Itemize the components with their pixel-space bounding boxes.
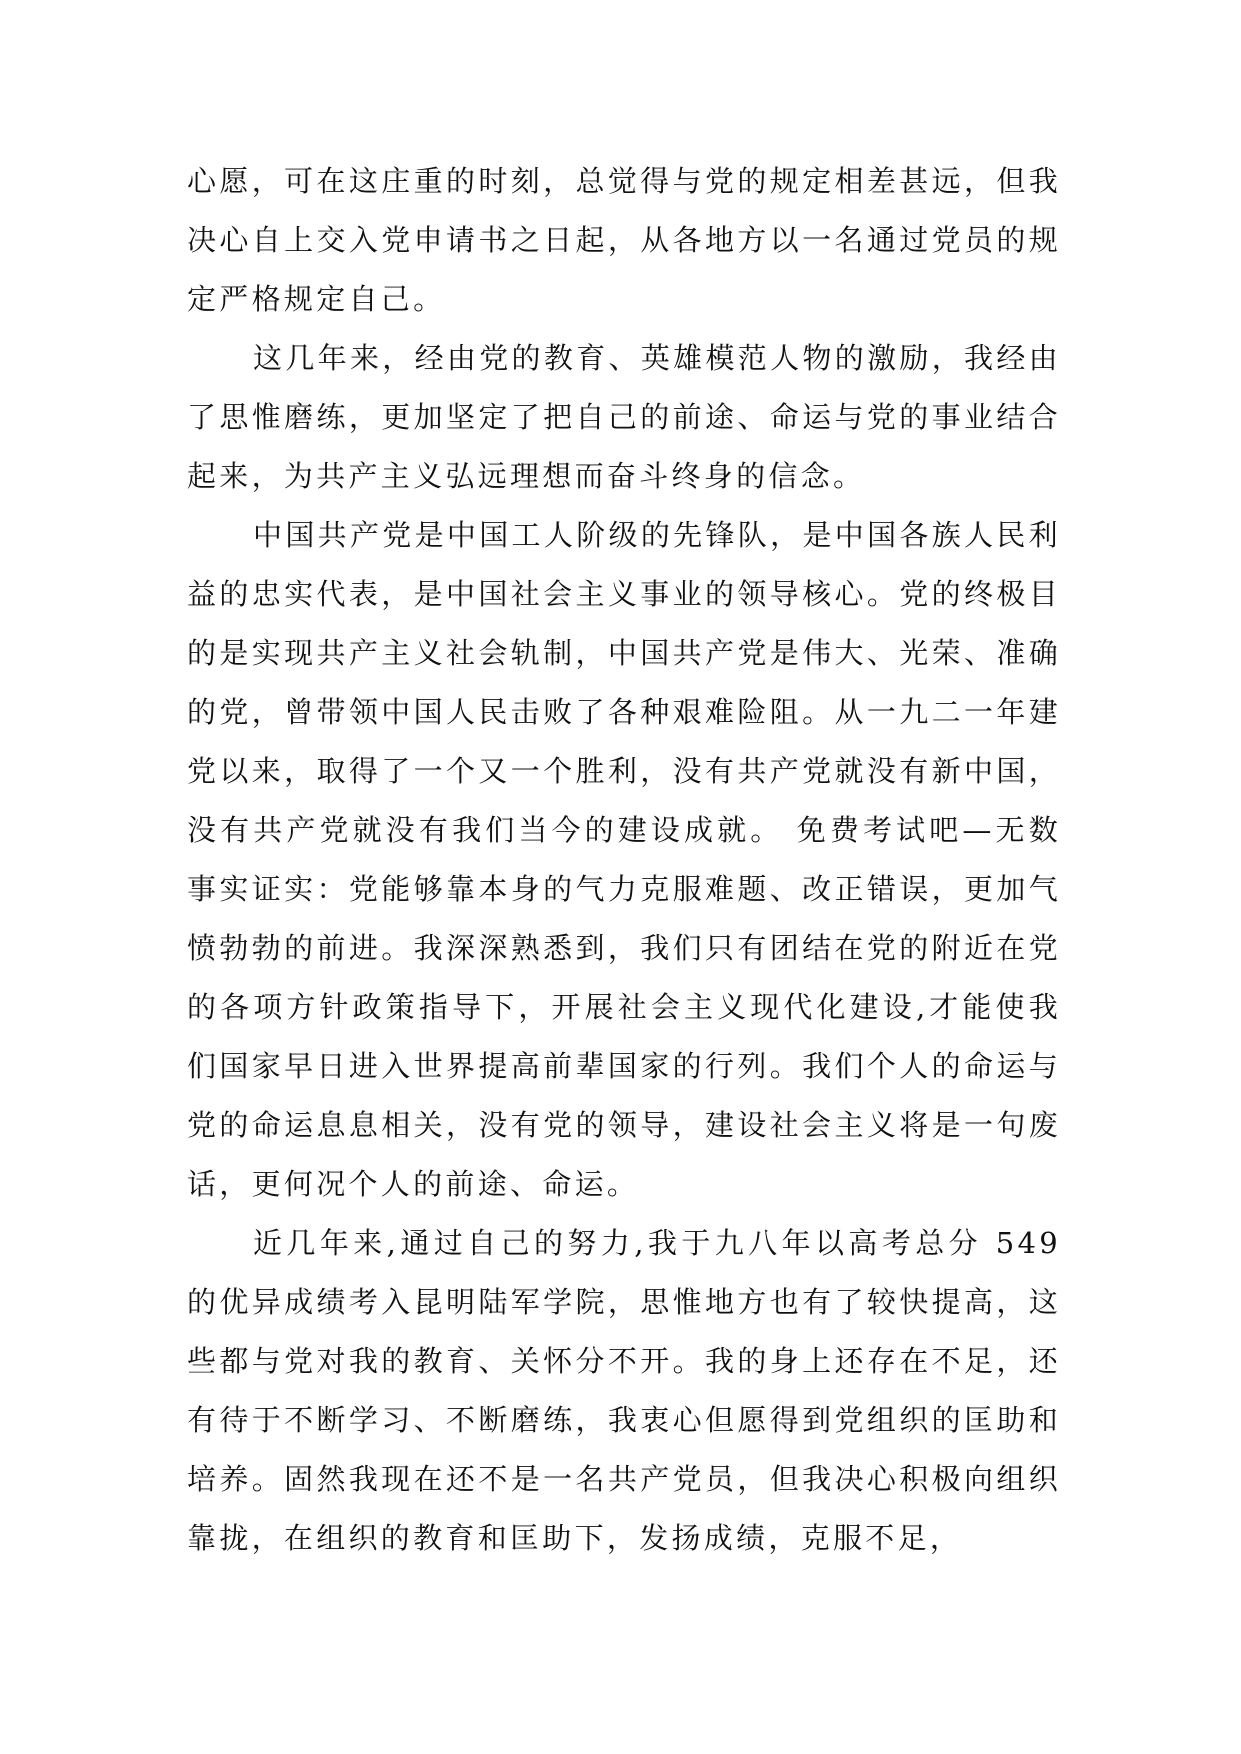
body-text (187, 152, 1061, 1568)
paragraph-continuation: 心愿，可在这庄重的时刻，总觉得与党的规定相差甚远，但我决心自上交入党申请书之日起，从各地方以一名通过党员的规定严格规定自己。 (187, 164, 1061, 316)
paragraph-personal-progress: 近几年来,通过自己的努力,我于九八年以高考总分 549 的优异成绩考入昆明陆军学院，思惟地方也有了较快提高，这些都与党对我的教育、关怀分不开。我的身上还存在不足，还有待于不断学习、不断磨练，我衷心但愿得到党组织的匡助和培养。固然我现在还不是一名共产党员，但我决心积极向组织靠拢，在组织的教育和匡助下，发扬成绩，克服不足， (187, 1226, 1061, 1555)
paragraph-party-role: 中国共产党是中国工人阶级的先锋队，是中国各族人民利益的忠实代表，是中国社会主义事业的领导核心。党的终极目的是实现共产主义社会轨制，中国共产党是伟大、光荣、准确的党，曾带领中国人民击败了各种艰难险阻。从一九二一年建党以来，取得了一个又一个胜利，没有共产党就没有新中国，没有共产党就没有我们当今的建设成就。 免费考试吧—无数事实证实：党能够靠本身的气力克服难题、改正错误，更加气愤勃勃的前进。我深深熟悉到，我们只有团结在党的附近在党的各项方针政策指导下，开展社会主义现代化建设,才能使我们国家早日进入世界提高前辈国家的行列。我们个人的命运与党的命运息息相关，没有党的领导，建设社会主义将是一句废话，更何况个人的前途、命运。 (187, 518, 1061, 1201)
paragraph-years-of-growth: 这几年来，经由党的教育、英雄模范人物的激励，我经由了思惟磨练，更加坚定了把自己的前途、命运与党的事业结合起来，为共产主义弘远理想而奋斗终身的信念。 (187, 341, 1061, 493)
